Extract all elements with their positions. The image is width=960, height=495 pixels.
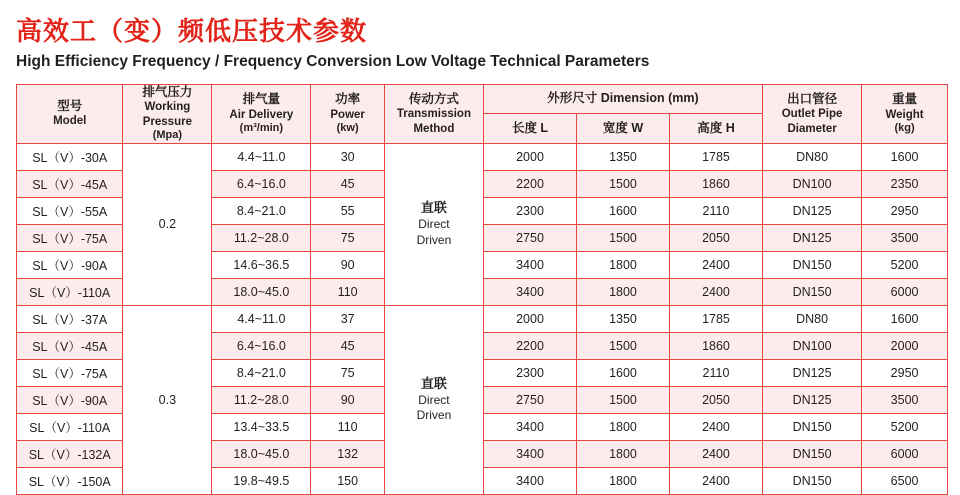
cell-model: SL（V）-150A [17, 467, 123, 494]
cell-model: SL（V）-110A [17, 278, 123, 305]
cell-dimension-length: 2750 [484, 224, 577, 251]
transmission-label-en-2: Driven [416, 232, 452, 247]
cell-dimension-height: 1785 [669, 143, 762, 170]
cell-outlet-pipe-diameter: DN150 [762, 413, 861, 440]
table-header-row-1 [17, 84, 948, 114]
cell-air-delivery: 13.4~33.5 [212, 413, 311, 440]
cell-dimension-height: 2400 [669, 251, 762, 278]
cell-power: 110 [311, 413, 384, 440]
cell-air-delivery: 8.4~21.0 [212, 359, 311, 386]
cell-dimension-height: 1860 [669, 332, 762, 359]
col-header-length: 长度 L [484, 114, 577, 144]
cell-weight: 5200 [862, 251, 948, 278]
cell-dimension-height: 2400 [669, 278, 762, 305]
cell-weight: 6000 [862, 440, 948, 467]
transmission-label-en-1: Direct [418, 217, 450, 232]
cell-dimension-length: 2000 [484, 143, 577, 170]
cell-outlet-pipe-diameter: DN150 [762, 440, 861, 467]
table-row [17, 305, 948, 332]
cell-dimension-width: 1500 [577, 170, 670, 197]
col-header-weight: 重量 Weight (kg) [862, 84, 948, 143]
cell-transmission-method [384, 143, 483, 305]
cell-dimension-height: 1860 [669, 170, 762, 197]
table-body [17, 143, 948, 494]
cell-weight: 1600 [862, 143, 948, 170]
cell-model: SL（V）-90A [17, 251, 123, 278]
cell-dimension-width: 1350 [577, 143, 670, 170]
cell-dimension-height: 2050 [669, 224, 762, 251]
col-header-width: 宽度 W [577, 114, 670, 144]
cell-power: 30 [311, 143, 384, 170]
cell-dimension-length: 2000 [484, 305, 577, 332]
cell-air-delivery: 18.0~45.0 [212, 440, 311, 467]
cell-outlet-pipe-diameter: DN80 [762, 143, 861, 170]
cell-dimension-length: 2200 [484, 170, 577, 197]
cell-power: 90 [311, 386, 384, 413]
cell-outlet-pipe-diameter: DN150 [762, 467, 861, 494]
cell-air-delivery: 19.8~49.5 [212, 467, 311, 494]
cell-outlet-pipe-diameter: DN125 [762, 386, 861, 413]
cell-dimension-width: 1350 [577, 305, 670, 332]
cell-dimension-width: 1500 [577, 332, 670, 359]
cell-power: 75 [311, 224, 384, 251]
cell-weight: 1600 [862, 305, 948, 332]
cell-air-delivery: 14.6~36.5 [212, 251, 311, 278]
cell-weight: 2000 [862, 332, 948, 359]
cell-dimension-height: 1785 [669, 305, 762, 332]
table-header [17, 84, 948, 143]
table-row [17, 143, 948, 170]
cell-outlet-pipe-diameter: DN150 [762, 251, 861, 278]
cell-weight: 3500 [862, 224, 948, 251]
cell-weight: 6000 [862, 278, 948, 305]
cell-dimension-width: 1600 [577, 359, 670, 386]
cell-power: 150 [311, 467, 384, 494]
col-header-height: 高度 H [669, 114, 762, 144]
cell-dimension-length: 2200 [484, 332, 577, 359]
cell-dimension-width: 1800 [577, 278, 670, 305]
cell-dimension-length: 3400 [484, 413, 577, 440]
cell-power: 110 [311, 278, 384, 305]
cell-model: SL（V）-55A [17, 197, 123, 224]
cell-model: SL（V）-30A [17, 143, 123, 170]
cell-dimension-width: 1800 [577, 413, 670, 440]
cell-dimension-length: 2300 [484, 359, 577, 386]
cell-dimension-height: 2400 [669, 413, 762, 440]
cell-outlet-pipe-diameter: DN150 [762, 278, 861, 305]
cell-transmission-method [384, 305, 483, 494]
cell-weight: 2950 [862, 359, 948, 386]
cell-dimension-length: 2300 [484, 197, 577, 224]
cell-model: SL（V）-45A [17, 332, 123, 359]
col-header-outlet-pipe: 出口管径 Outlet Pipe Diameter [762, 84, 861, 143]
transmission-label-en-1: Direct [418, 392, 450, 407]
cell-power: 45 [311, 170, 384, 197]
cell-outlet-pipe-diameter: DN100 [762, 332, 861, 359]
cell-outlet-pipe-diameter: DN80 [762, 305, 861, 332]
cell-dimension-width: 1500 [577, 224, 670, 251]
cell-weight: 2950 [862, 197, 948, 224]
col-header-model: 型号 Model [17, 84, 123, 143]
cell-model: SL（V）-75A [17, 359, 123, 386]
cell-outlet-pipe-diameter: DN125 [762, 359, 861, 386]
cell-air-delivery: 8.4~21.0 [212, 197, 311, 224]
cell-dimension-width: 1500 [577, 386, 670, 413]
cell-model: SL（V）-110A [17, 413, 123, 440]
cell-model: SL（V）-75A [17, 224, 123, 251]
cell-power: 75 [311, 359, 384, 386]
col-header-pressure: 排气压力 Working Pressure (Mpa) [123, 84, 212, 143]
cell-dimension-length: 3400 [484, 467, 577, 494]
cell-dimension-length: 3400 [484, 440, 577, 467]
cell-power: 55 [311, 197, 384, 224]
cell-dimension-width: 1800 [577, 467, 670, 494]
cell-model: SL（V）-45A [17, 170, 123, 197]
cell-air-delivery: 11.2~28.0 [212, 386, 311, 413]
cell-air-delivery: 18.0~45.0 [212, 278, 311, 305]
cell-outlet-pipe-diameter: DN100 [762, 170, 861, 197]
cell-air-delivery: 11.2~28.0 [212, 224, 311, 251]
cell-dimension-width: 1800 [577, 440, 670, 467]
page-title-cn: 高效工（变）频低压技术参数 [16, 16, 368, 46]
cell-weight: 6500 [862, 467, 948, 494]
cell-power: 45 [311, 332, 384, 359]
cell-dimension-width: 1800 [577, 251, 670, 278]
cell-dimension-width: 1600 [577, 197, 670, 224]
cell-model: SL（V）-90A [17, 386, 123, 413]
col-header-dimension: 外形尺寸 Dimension (mm) [484, 84, 763, 114]
transmission-label-cn: 直联 [420, 200, 447, 216]
cell-outlet-pipe-diameter: DN125 [762, 197, 861, 224]
technical-parameters-table [16, 84, 948, 495]
cell-dimension-height: 2400 [669, 467, 762, 494]
cell-air-delivery: 6.4~16.0 [212, 332, 311, 359]
transmission-label-en-2: Driven [416, 408, 452, 423]
cell-dimension-length: 3400 [484, 278, 577, 305]
col-header-air-delivery: 排气量 Air Delivery (m³/min) [212, 84, 311, 143]
cell-working-pressure: 0.2 [123, 143, 212, 305]
cell-dimension-length: 2750 [484, 386, 577, 413]
cell-outlet-pipe-diameter: DN125 [762, 224, 861, 251]
cell-model: SL（V）-132A [17, 440, 123, 467]
cell-model: SL（V）-37A [17, 305, 123, 332]
cell-power: 132 [311, 440, 384, 467]
cell-air-delivery: 6.4~16.0 [212, 170, 311, 197]
col-header-transmission: 传动方式 Transmission Method [384, 84, 483, 143]
cell-weight: 3500 [862, 386, 948, 413]
page-title-en: High Efficiency Frequency / Frequency Conversion Low Voltage Technical Parameters [16, 53, 650, 71]
cell-air-delivery: 4.4~11.0 [212, 305, 311, 332]
cell-working-pressure: 0.3 [123, 305, 212, 494]
transmission-label-cn: 直联 [420, 375, 447, 391]
cell-dimension-height: 2400 [669, 440, 762, 467]
cell-power: 37 [311, 305, 384, 332]
cell-power: 90 [311, 251, 384, 278]
col-header-power: 功率 Power (kw) [311, 84, 384, 143]
cell-dimension-height: 2110 [669, 359, 762, 386]
cell-dimension-length: 3400 [484, 251, 577, 278]
cell-dimension-height: 2050 [669, 386, 762, 413]
cell-dimension-height: 2110 [669, 197, 762, 224]
cell-air-delivery: 4.4~11.0 [212, 143, 311, 170]
cell-weight: 5200 [862, 413, 948, 440]
cell-weight: 2350 [862, 170, 948, 197]
